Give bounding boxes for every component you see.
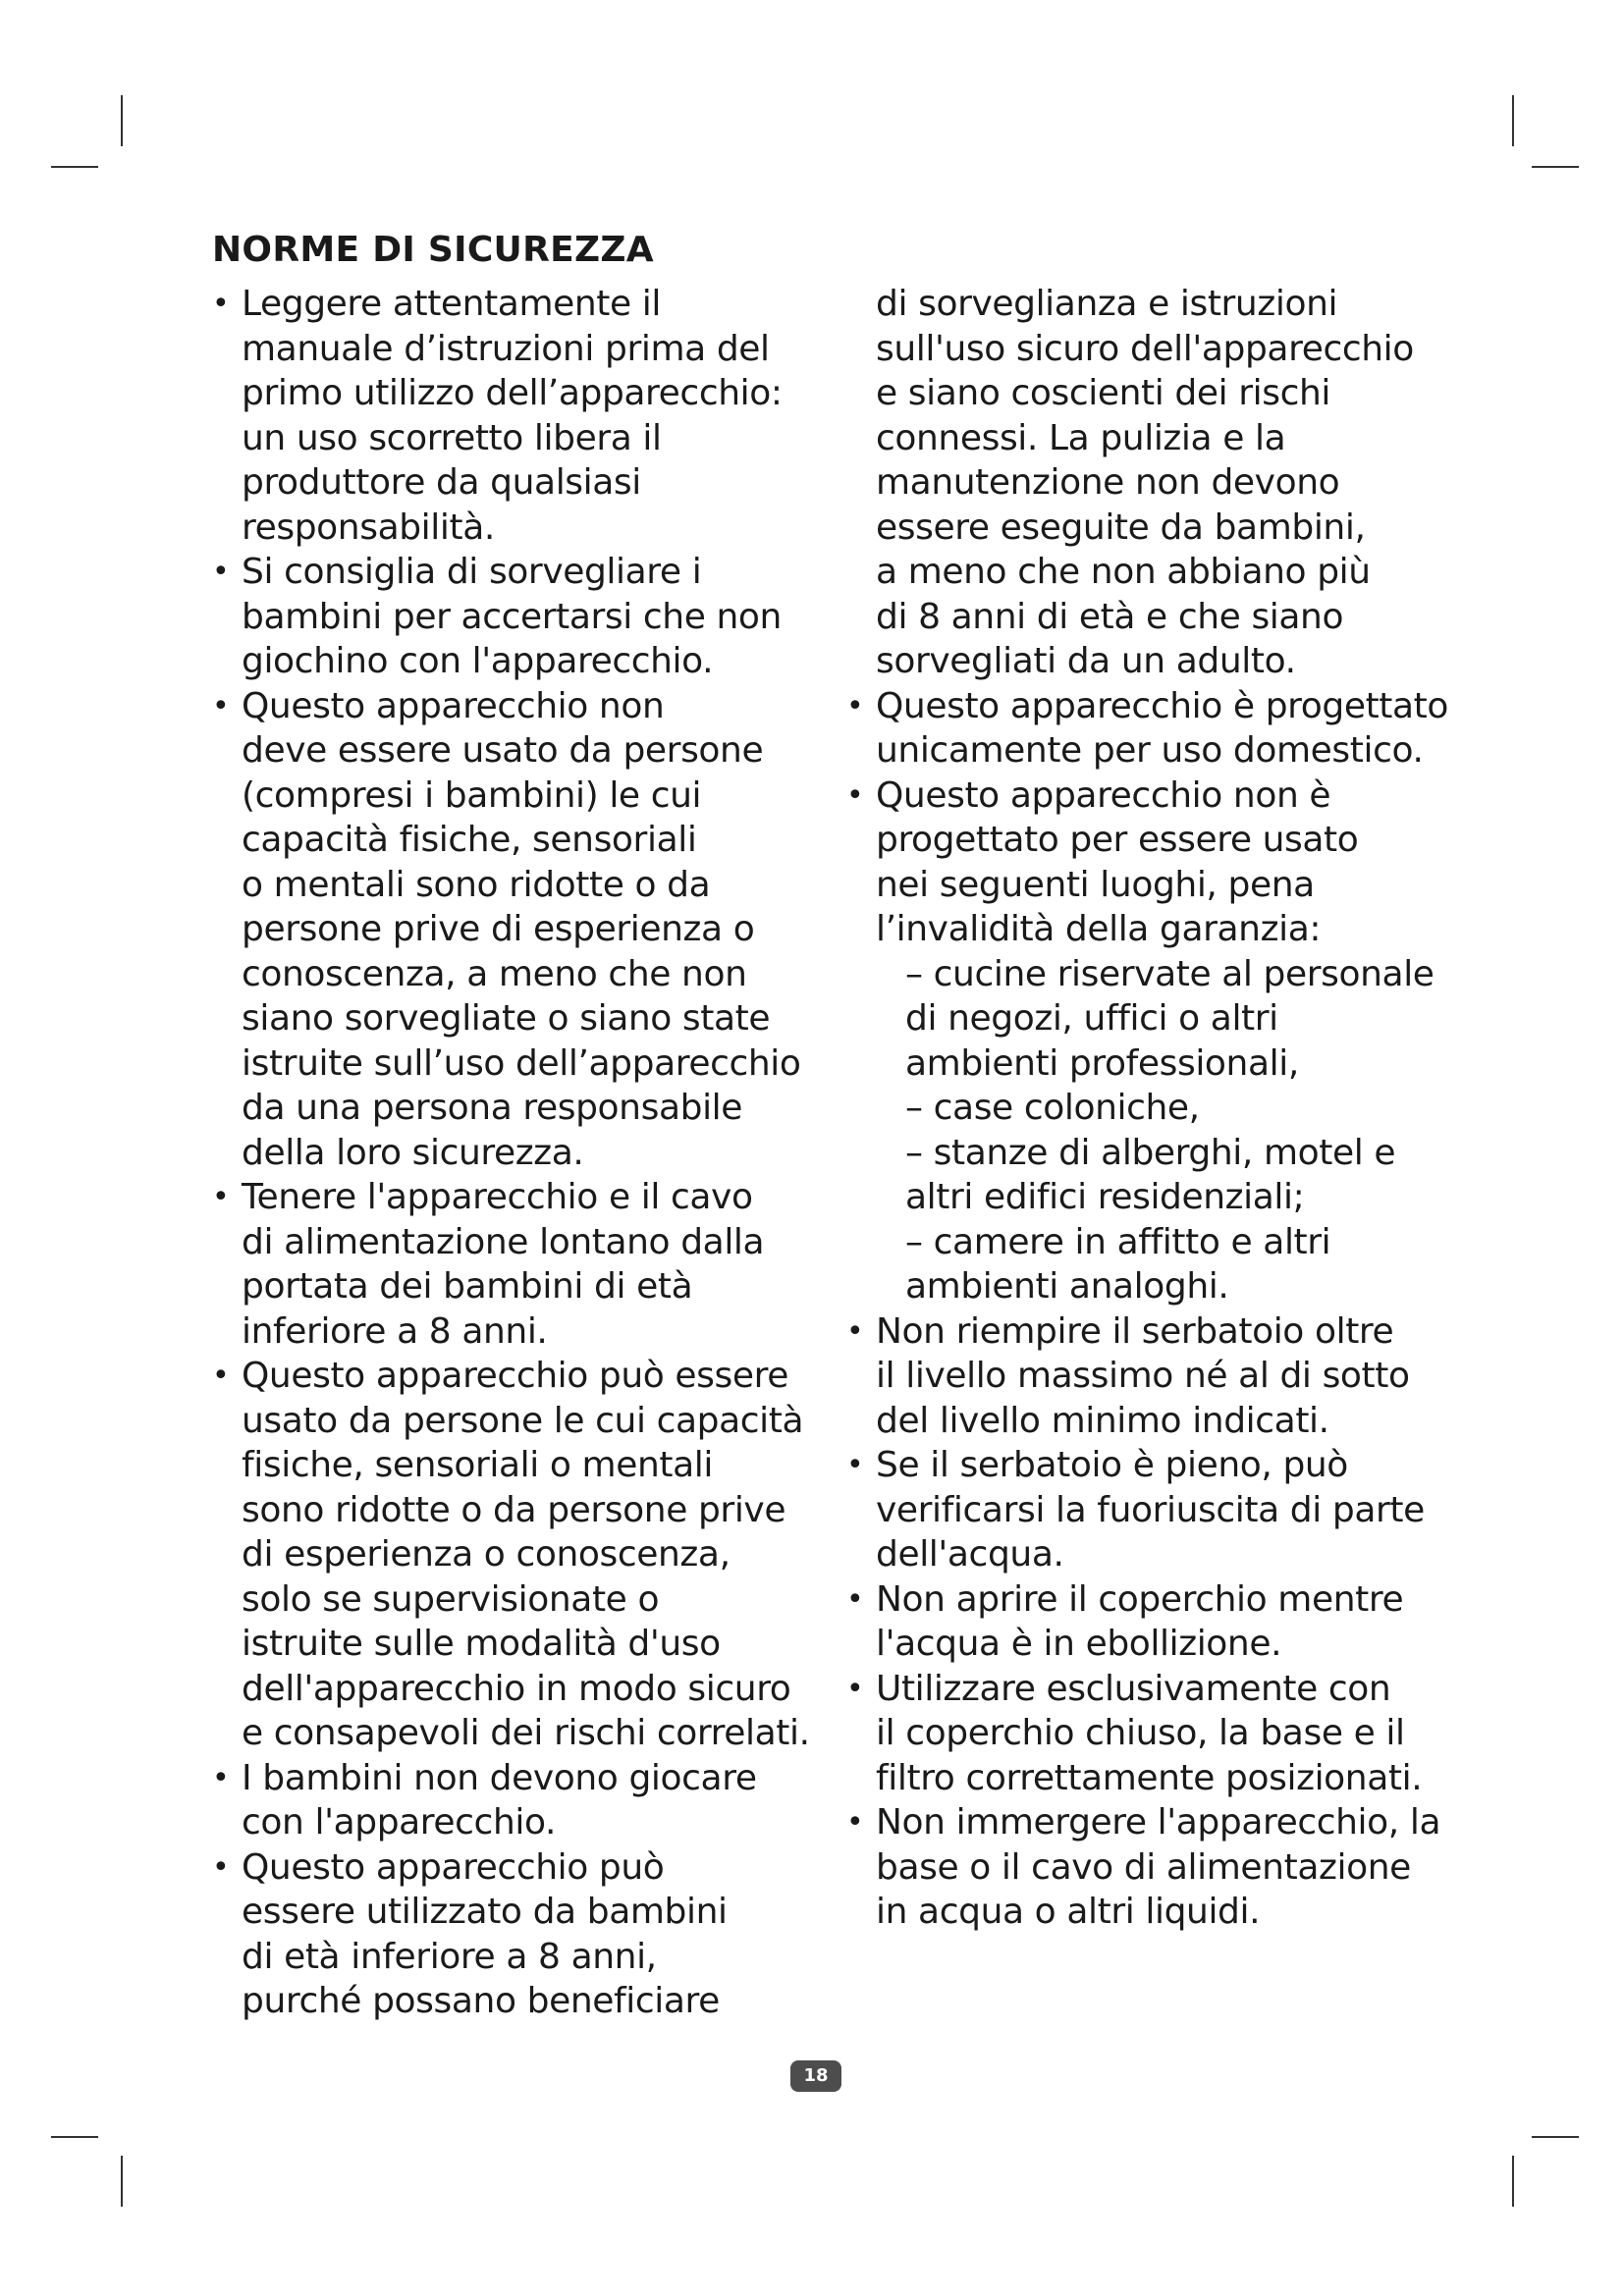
- text-line: [212, 1756, 821, 1801]
- bullet-list-item: [846, 1309, 1455, 1444]
- text-line: nei seguenti luoghi, pena: [876, 864, 1315, 905]
- bullet-icon: •: [212, 688, 230, 723]
- text-line: portata dei bambini di età: [242, 1266, 693, 1307]
- text-line: istruite sull’uso dell’apparecchio: [242, 1042, 801, 1084]
- text-line: deve essere usato da persone: [242, 730, 764, 771]
- text-line: responsabilità.: [242, 507, 495, 548]
- text-line: l’invalidità della garanzia:: [876, 909, 1322, 949]
- text-line: e consapevoli dei rischi correlati.: [242, 1713, 810, 1753]
- text-line: e siano coscienti dei rischi: [876, 373, 1331, 413]
- text-line: del livello minimo indicati.: [876, 1400, 1329, 1441]
- text-line-content: Questo apparecchio non: [242, 685, 665, 726]
- text-line: [212, 1845, 821, 1891]
- crop-mark: [51, 2136, 98, 2138]
- crop-mark: [1532, 166, 1579, 168]
- text-line: – cucine riservate al personale: [905, 953, 1435, 994]
- bullet-list-item: [212, 1354, 821, 1756]
- bullet-list-item: [212, 282, 821, 550]
- text-line-content: Non riempire il serbatoio oltre: [876, 1310, 1394, 1352]
- text-line: persone prive di esperienza o: [242, 909, 755, 949]
- text-line: progettato per essere usato: [876, 820, 1359, 860]
- text-line-content: Leggere attentamente il: [242, 284, 662, 324]
- crop-mark: [121, 2156, 123, 2207]
- text-line: essere utilizzato da bambini: [242, 1892, 728, 1932]
- bullet-list-item: [846, 1443, 1455, 1577]
- crop-mark: [51, 166, 98, 168]
- left-column: [212, 282, 821, 2024]
- text-line: il coperchio chiuso, la base e il: [876, 1713, 1405, 1753]
- text-line: dell'acqua.: [876, 1534, 1064, 1575]
- text-line: il livello massimo né al di sotto: [876, 1356, 1410, 1396]
- text-line: ambienti professionali,: [905, 1042, 1299, 1084]
- text-line-content: Questo apparecchio non è: [876, 774, 1331, 816]
- text-line-content: Utilizzare esclusivamente con: [876, 1668, 1391, 1709]
- text-line: altri edifici residenziali;: [905, 1177, 1305, 1217]
- text-line: usato da persone le cui capacità: [242, 1400, 804, 1441]
- bullet-list-item: [212, 1175, 821, 1354]
- bullet-icon: •: [212, 555, 230, 589]
- bullet-list-item: [212, 1845, 821, 2024]
- bullet-list-item: [846, 684, 1455, 774]
- text-line: conoscenza, a meno che non: [242, 953, 747, 994]
- text-line: inferiore a 8 anni.: [242, 1310, 548, 1352]
- text-line: base o il cavo di alimentazione: [876, 1846, 1411, 1888]
- text-line: bambini per accertarsi che non: [242, 596, 782, 637]
- text-line: unicamente per uso domestico.: [876, 730, 1424, 771]
- text-line: dell'apparecchio in modo sicuro: [242, 1668, 791, 1709]
- text-line: con l'apparecchio.: [242, 1802, 556, 1842]
- text-line: filtro correttamente posizionati.: [876, 1757, 1423, 1798]
- text-line-content: Tenere l'apparecchio e il cavo: [242, 1177, 753, 1217]
- bullet-list-item: [212, 684, 821, 1176]
- text-line: di negozi, uffici o altri: [905, 998, 1278, 1039]
- text-line: [846, 684, 1455, 729]
- text-line: [212, 1354, 821, 1399]
- dash-list-item: [846, 952, 1455, 1087]
- text-line: da una persona responsabile: [242, 1088, 743, 1128]
- text-line: sorvegliati da un adulto.: [876, 641, 1296, 681]
- text-line: [846, 1443, 1455, 1488]
- text-line: siano sorvegliate o siano state: [242, 998, 771, 1039]
- text-line: [846, 1309, 1455, 1355]
- text-line: essere eseguite da bambini,: [876, 507, 1366, 548]
- text-line: di alimentazione lontano dalla: [242, 1221, 765, 1262]
- text-line: a meno che non abbiano più: [876, 552, 1371, 592]
- text-line: produttore da qualsiasi: [242, 462, 641, 503]
- page-title: NORME DI SICUREZZA: [212, 230, 654, 270]
- text-line: o mentali sono ridotte o da: [242, 864, 711, 905]
- text-line: – stanze di alberghi, motel e: [905, 1132, 1396, 1173]
- text-line: [212, 282, 821, 327]
- bullet-icon: •: [212, 1180, 230, 1214]
- text-line: connessi. La pulizia e la: [876, 417, 1286, 458]
- crop-mark: [1512, 95, 1514, 146]
- bullet-list-item: [846, 1577, 1455, 1667]
- crop-mark: [1532, 2136, 1579, 2138]
- dash-list-item: [846, 1086, 1455, 1131]
- text-line: l'acqua è in ebollizione.: [876, 1624, 1282, 1664]
- text-line: giochino con l'apparecchio.: [242, 641, 714, 681]
- text-line-content: Non aprire il coperchio mentre: [876, 1578, 1404, 1620]
- text-line: di età inferiore a 8 anni,: [242, 1936, 657, 1977]
- text-line: sono ridotte o da persone prive: [242, 1489, 786, 1530]
- text-line: [846, 774, 1455, 819]
- dash-list-item: [846, 1131, 1455, 1220]
- bullet-list-item: [846, 1667, 1455, 1801]
- dash-list-item: [846, 1220, 1455, 1309]
- text-line: di esperienza o conoscenza,: [242, 1534, 731, 1575]
- text-line: solo se supervisionate o: [242, 1578, 660, 1620]
- bullet-list-item: [212, 1756, 821, 1845]
- text-line: ambienti analoghi.: [905, 1266, 1229, 1307]
- bullet-icon: •: [212, 287, 230, 321]
- text-line: verificarsi la fuoriuscita di parte: [876, 1489, 1425, 1530]
- text-line: sull'uso sicuro dell'apparecchio: [876, 328, 1414, 369]
- text-line: [212, 684, 821, 729]
- bullet-icon: •: [846, 1313, 864, 1349]
- text-line: [212, 1175, 821, 1220]
- page-number: 18: [790, 2060, 841, 2092]
- bullet-icon: •: [846, 1581, 864, 1617]
- bullet-icon: •: [846, 1805, 864, 1840]
- right-column: [846, 282, 1455, 1935]
- bullet-list-item: [212, 550, 821, 684]
- crop-mark: [121, 95, 123, 146]
- text-line: manuale d’istruzioni prima del: [242, 328, 770, 369]
- text-line: istruite sulle modalità d'uso: [242, 1624, 721, 1664]
- bullet-icon: •: [846, 1448, 864, 1482]
- text-line: capacità fisiche, sensoriali: [242, 820, 697, 860]
- text-line: in acqua o altri liquidi.: [876, 1892, 1261, 1932]
- bullet-list-item: [846, 1800, 1455, 1935]
- text-line-content: Questo apparecchio può essere: [242, 1356, 788, 1396]
- paragraph-continuation: [846, 282, 1455, 684]
- bullet-icon: •: [212, 1359, 230, 1393]
- text-line-content: Si consiglia di sorvegliare i: [242, 552, 702, 592]
- text-line-content: Non immergere l'apparecchio, la: [876, 1802, 1441, 1842]
- text-line: manutenzione non devono: [876, 462, 1340, 503]
- text-line-content: Se il serbatoio è pieno, può: [876, 1445, 1348, 1485]
- text-line: un uso scorretto libera il: [242, 417, 662, 458]
- text-line: [212, 550, 821, 595]
- text-line: primo utilizzo dell’apparecchio:: [242, 373, 783, 413]
- bullet-icon: •: [212, 1760, 230, 1795]
- text-line: purché possano beneficiare: [242, 1981, 720, 2021]
- text-line-content: Questo apparecchio può: [242, 1846, 665, 1888]
- text-line: [846, 1577, 1455, 1623]
- text-line-content: Questo apparecchio è progettato: [876, 685, 1449, 726]
- text-line: – camere in affitto e altri: [905, 1221, 1331, 1262]
- crop-mark: [1512, 2156, 1514, 2207]
- bullet-icon: •: [846, 688, 864, 723]
- text-line: di sorveglianza e istruzioni: [876, 284, 1338, 324]
- text-line: (compresi i bambini) le cui: [242, 774, 702, 816]
- text-line: [846, 1667, 1455, 1712]
- bullet-icon: •: [212, 1849, 230, 1885]
- text-line: [846, 1800, 1455, 1845]
- text-line-content: I bambini non devono giocare: [242, 1757, 757, 1798]
- text-line: fisiche, sensoriali o mentali: [242, 1445, 713, 1485]
- bullet-list-item: [846, 774, 1455, 952]
- text-line: – case coloniche,: [905, 1088, 1200, 1128]
- bullet-icon: •: [846, 1671, 864, 1706]
- text-line: della loro sicurezza.: [242, 1132, 584, 1173]
- text-line: di 8 anni di età e che siano: [876, 596, 1344, 637]
- bullet-icon: •: [846, 777, 864, 813]
